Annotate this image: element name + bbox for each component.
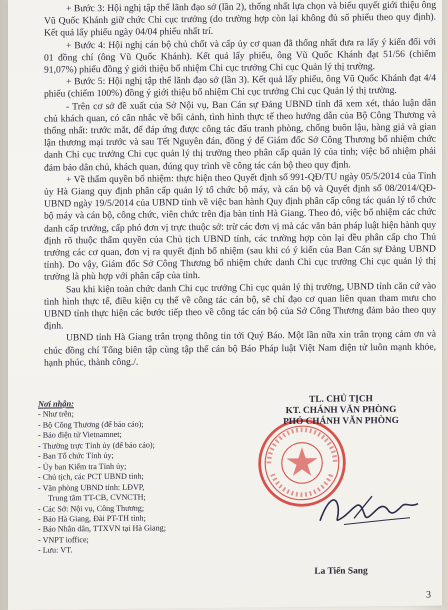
paragraph-closing: UBND tỉnh Hà Giang trân trọng thông tin tới Quý Báo. Một lần nữa xin trân trọng cảm ơn và chúc đồng chí Tổng biên tập cùng tập thể cán bộ Báo Pháp luật Việt Nam điện tử luôn mạnh khỏe, hạnh phúc, thành công./. [44, 329, 436, 369]
recipient-item: - Các Sở: Nội vụ, Công Thương; [38, 503, 145, 514]
recipient-item: - Chủ tịch, các PCT UBND tỉnh; [38, 471, 144, 482]
recipient-item: - Như trên; [38, 409, 74, 420]
recipient-item: - Báo điện tử Vietnamnet; [38, 430, 122, 441]
signature-title-2: KT. CHÁNH VĂN PHÒNG [285, 404, 397, 417]
handwritten-signature-icon [314, 486, 424, 533]
paragraph-step-3: + Bước 3: Hội nghị tập thể lãnh đạo sở (lần 2), thống nhất lựa chọn và biểu quyết giới thiệu ông Vũ Quốc Khánh giữ chức Chi cục trưởng (do trường hợp còn lại không đủ số phiếu theo quy định). Kết quả lấy phiếu ngày 04/04 phiếu nhất trí. [44, 0, 436, 40]
recipients-list [38, 398, 238, 557]
paragraph-step-4: + Bước 4: Hội nghị cán bộ chủ chốt và cấp ủy cơ quan đã thống nhất đưa ra lấy ý kiến đối với 01 đồng chí (ông Vũ Quốc Khánh). Kết quả lấy phiếu, ông Vũ Quốc Khánh đạt 51/56 (chiếm 91,07%) phiếu đồng ý giới thiệu bổ nhiệm Chi cục trưởng Chi cục Quản lý thị trường. [44, 36, 436, 76]
signer-name: La Tiến Sang [314, 566, 368, 577]
document-body [44, 0, 436, 370]
signature-title-1: TL. CHỦ TỊCH [309, 394, 373, 405]
recipient-item: - Văn phòng UBND tỉnh: LĐVP, [38, 482, 145, 493]
recipient-item: - Thường trực Tỉnh ủy (để báo cáo); [38, 440, 155, 451]
paragraph-step-5: + Bước 5: Hội nghị tập thể lãnh đạo sở (lần 3). Kết quả lấy phiếu, ông Vũ Quốc Khánh đạt 4/4 phiếu (chiếm 100%) đồng ý giới thiệu bổ nhiệm Chi cục trưởng Chi cục Quản lý thị trường. [44, 72, 436, 101]
document-page [8, 0, 442, 610]
recipients-items [38, 408, 238, 556]
recipient-item: - Ban Tổ chức Tỉnh ủy; [38, 451, 114, 461]
signature-title-3: PHÓ CHÁNH VĂN PHÒNG [283, 415, 399, 428]
recipient-item: - Báo Hà Giang, Đài PT-TH tỉnh; [38, 513, 146, 524]
recipients-title: Nơi nhận: [38, 399, 74, 409]
recipient-item: - Ủy ban Kiểm tra Tỉnh ủy; [38, 461, 127, 472]
signature-block [246, 394, 436, 577]
page-number: 3 [426, 589, 431, 601]
paragraph-followup: Sau khi kiện toàn chức danh Chi cục trưởng Chi cục quản lý thị trường, UBND tỉnh căn cứ vào tình hình thực tế, điều kiện cụ thể về công tác cán bộ, sẽ chỉ đạo cơ quan liên quan tham mưu cho UBND tỉnh thực hiện các bước tiếp theo về công tác cán bộ của Sở Công Thương đảm bảo theo quy định. [44, 280, 436, 332]
recipient-item: Trung tâm TT-CB, CVNCTH; [48, 492, 146, 503]
recipient-item: - Bộ Công Thương (để báo cáo); [38, 419, 144, 430]
recipient-item: - Báo Nhân dân, TTXVN tại Hà Giang; [38, 523, 166, 535]
paragraph-proposal: - Trên cơ sở đề xuất của Sở Nội vụ, Ban Cán sự Đảng UBND tỉnh đã xem xét, thảo luận dân chủ khách quan, có cân nhắc về bối cảnh, tình hình thực tế theo hướng dẫn của Bộ Công Thương và thống nhất: trước mắt, để đáp ứng được công tác đấu tranh phòng, chống buôn lậu, hàng giả và gian lận thương mại trước và sau Tết Nguyên đán, đồng ý để Giám đốc Sở Công Thương bổ nhiệm chức danh Chi cục trưởng Chi cục quản lý thị trường theo phân cấp quản lý của tỉnh; việc bổ nhiệm phải đảm bảo dân chủ, khách quan, đúng quy trình về công tác cán bộ theo quy định. [44, 97, 436, 174]
recipient-item: - VNPT ioffice; [38, 535, 89, 545]
recipient-item: - Lưu: VT. [38, 545, 73, 556]
paragraph-authority: + Về thẩm quyền bổ nhiệm: thực hiện theo Quyết định số 991-QĐ/TU ngày 05/5/2014 của Tỉnh ủy Hà Giang quy định phân cấp quản lý tổ chức bộ máy, và cán bộ và Quyết định số 08/2014/QĐ-UBND ngày 19/5/2014 của UBND tỉnh về việc ban hành Quy định phân cấp công tác quản lý tổ chức bộ máy và cán bộ, công chức, viên chức trên địa bàn tỉnh Hà Giang. Theo đó, việc bổ nhiệm các chức danh cấp trưởng, cấp phó đơn vị trực thuộc sở: trừ các đơn vị mà các văn bản pháp luật hiện hành quy định rõ thuộc thẩm quyền của Chủ tịch UBND tỉnh, các trường hợp còn lại đều phân cấp cho Thủ trưởng các cơ quan, đơn vị ra quyết định bổ nhiệm (sau khi có ý kiến của Ban Cán sự Đảng UBND tỉnh). Do vậy, Giám đốc Sở Công Thương bổ nhiệm chức danh Chi cục trưởng Chi cục quản lý thị trường là phù hợp với phân cấp của tỉnh. [44, 170, 436, 284]
